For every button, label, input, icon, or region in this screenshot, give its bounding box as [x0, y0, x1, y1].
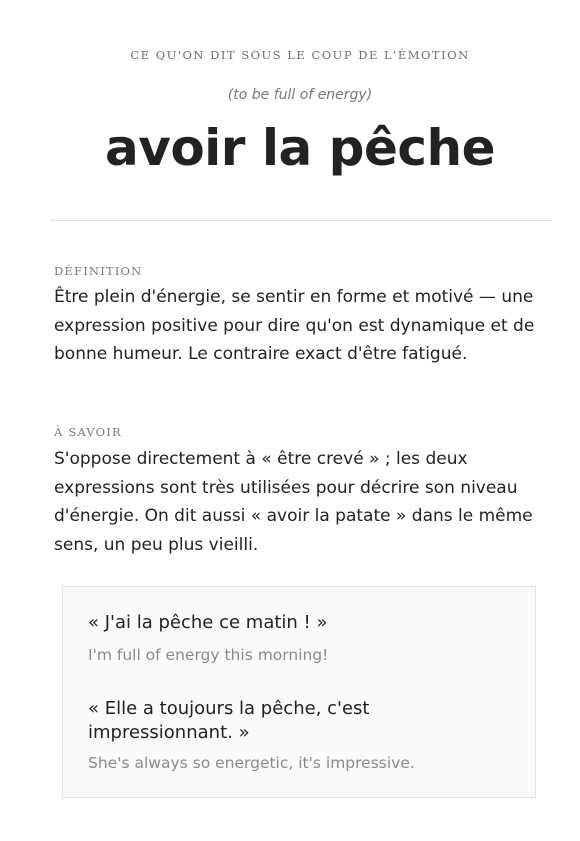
note-label: À SAVOIR: [54, 425, 122, 439]
examples-box: [62, 586, 536, 798]
header-divider: [50, 220, 552, 221]
definition-text: Être plein d'énergie, se sentir en forme et motivé — une expression positive pour dire qu'on est dynamique et de bonne humeur. Le contraire exact d'être fatigué.: [54, 287, 535, 364]
note-text: S'oppose directement à « être crevé » ; les deux expressions sont très utilisées pour décrire son niveau d'énergie. On dit aussi « avoir la patate » dans le même sens, un peu plus vieilli.: [54, 449, 533, 555]
example-english: She's always so energetic, it's impressive.: [88, 754, 415, 772]
definition-label: DÉFINITION: [54, 264, 143, 278]
example-french: « J'ai la pêche ce matin ! »: [88, 612, 328, 633]
category-kicker: CE QU'ON DIT SOUS LE COUP DE L'ÉMOTION: [130, 48, 470, 62]
english-translation: (to be full of energy): [227, 87, 373, 103]
idiom-headword: avoir la pêche: [104, 119, 496, 177]
example-english: I'm full of energy this morning!: [88, 646, 329, 664]
example-french: « Elle a toujours la pêche, c'est impressionnant. »: [88, 698, 370, 743]
